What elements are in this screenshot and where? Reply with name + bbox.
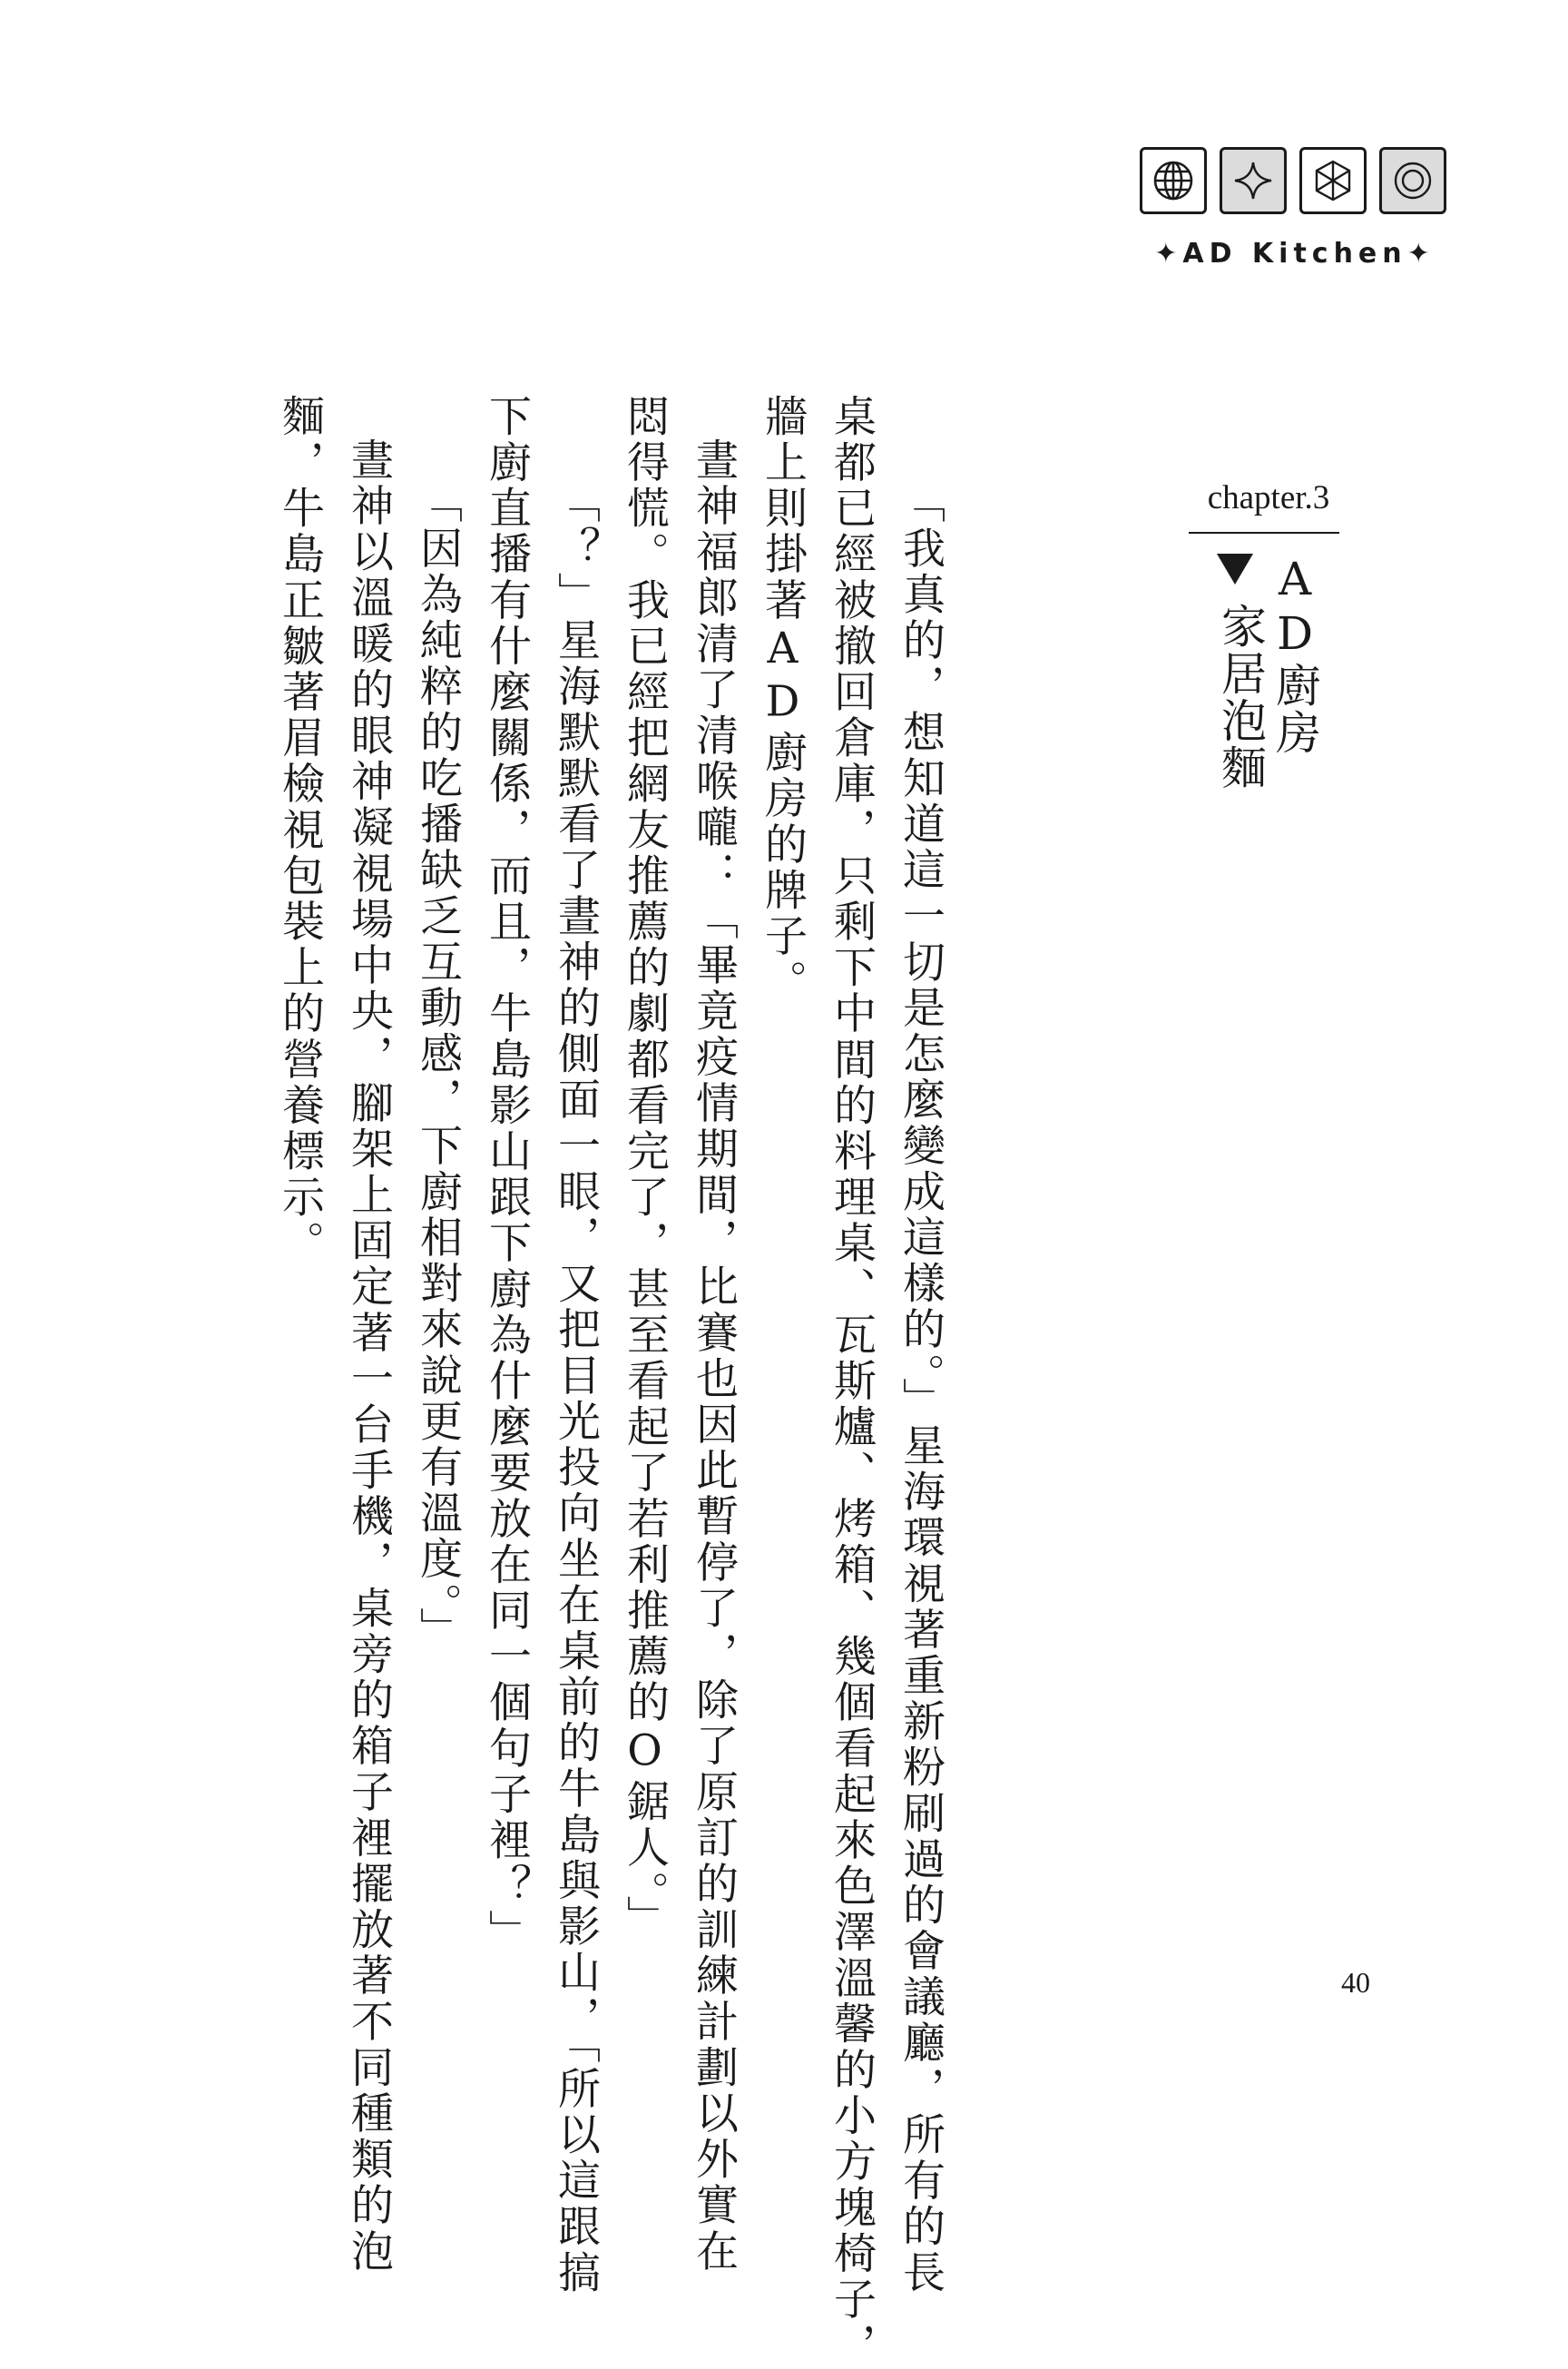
body-column-9: 晝神以溫暖的眼神凝視場中央，腳架上固定著一台手機，桌旁的箱子裡擺放著不同種類的泡: [344, 437, 394, 2275]
chapter-label: chapter.3: [1207, 479, 1330, 516]
body-column-4: 晝神福郎清了清喉嚨：「畢竟疫情期間，比賽也因此暫停了，除了原訂的訓練計劃以外實在: [689, 437, 739, 2275]
body-column-1: 「我真的，想知道這一切是怎麼變成這樣的。」星海環視著重新粉刷過的會議廳，所有的長: [896, 480, 946, 2296]
body-column-6: 「？」星海默默看了晝神的側面一眼，又把目光投向坐在桌前的牛島與影山，「所以這跟搞: [551, 480, 601, 2296]
body-column-10: 麵，牛島正皺著眉檢視包裝上的營養標示。: [275, 394, 325, 1267]
page-number: 40: [1341, 1966, 1370, 1999]
body-column-7: 下廚直播有什麼關係，而且，牛島影山跟下廚為什麼要放在同一個句子裡？」: [482, 394, 532, 1956]
body-column-8: 「因為純粹的吃播缺乏互動感，下廚相對來說更有溫度。」: [413, 480, 463, 1654]
gem-icon: [1299, 147, 1367, 214]
sparkle-icon: [1220, 147, 1287, 214]
globe-icon: [1140, 147, 1207, 214]
body-column-2: 桌都已經被撤回倉庫，只剩下中間的料理桌、瓦斯爐、烤箱、幾個看起來色澤溫馨的小方塊椅子，: [827, 394, 877, 2369]
target-icon: [1379, 147, 1446, 214]
chapter-divider: [1189, 532, 1339, 534]
chapter-title-line1: AD廚房: [1269, 553, 1321, 756]
brand-label: ✦AD Kitchen✦: [1154, 238, 1436, 270]
chapter-title-line2: 家居泡麵: [1214, 603, 1267, 791]
body-column-3: 牆上則掛著AD廚房的牌子。: [758, 394, 808, 1006]
header-logo-row: [1140, 147, 1445, 216]
chapter-title-marker: [1217, 554, 1253, 585]
body-column-5: 悶得慌。我已經把網友推薦的劇都看完了，甚至看起了若利推薦的O鋸人。」: [620, 394, 670, 1941]
